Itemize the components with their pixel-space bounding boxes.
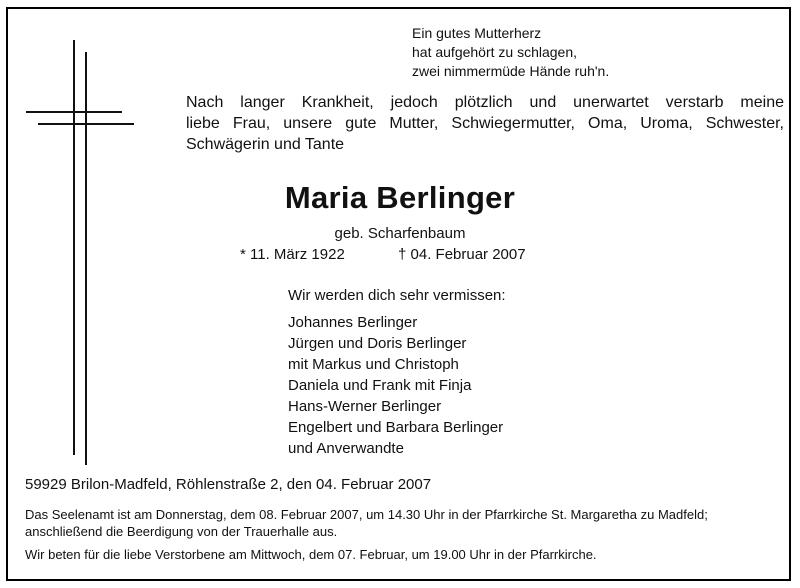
mourner-name: Daniela und Frank mit Finja xyxy=(288,377,472,394)
address-line: 59929 Brilon-Madfeld, Röhlenstraße 2, den 04. Februar 2007 xyxy=(25,476,432,493)
mourner-name: Johannes Berlinger xyxy=(288,314,418,331)
poem-line: Ein gutes Mutterherz xyxy=(412,25,542,41)
deceased-name: Maria Berlinger xyxy=(284,180,516,215)
mourner-name: und Anverwandte xyxy=(288,440,404,457)
mourner-name: mit Markus und Christoph xyxy=(288,356,459,373)
birth-date: * 11. März 1922 xyxy=(240,246,345,263)
poem-line: zwei nimmermüde Hände ruh'n. xyxy=(412,63,610,79)
mourner-name: Engelbert und Barbara Berlinger xyxy=(288,419,504,436)
announcement-line: Nach langer Krankheit, jedoch plötzlich und unerwartet verstarb meine xyxy=(186,94,784,111)
poem-verse xyxy=(412,24,609,81)
announcement-line: liebe Frau, unsere gute Mutter, Schwiegermutter, Oma, Uroma, Schwester, xyxy=(186,115,784,132)
poem-line: hat aufgehört zu schlagen, xyxy=(412,44,578,60)
announcement-line: Schwägerin und Tante xyxy=(186,136,345,153)
mourners-list xyxy=(288,312,503,459)
death-date: † 04. Februar 2007 xyxy=(398,246,526,263)
service-note: Das Seelenamt ist am Donnerstag, dem 08. Februar 2007, um 14.30 Uhr in der Pfarrkirche St. Margaretha zu Madfeld; anschließend die Beerdigung von der Trauerhalle aus. xyxy=(25,507,708,539)
announcement-text xyxy=(186,92,784,155)
service-notes xyxy=(25,506,765,563)
mourner-name: Jürgen und Doris Berlinger xyxy=(288,335,467,352)
service-note: Wir beten für die liebe Verstorbene am Mittwoch, dem 07. Februar, um 19.00 Uhr in der Pfarrkirche. xyxy=(25,547,597,562)
birth-name: geb. Scharfenbaum xyxy=(334,225,466,242)
mourner-name: Hans-Werner Berlinger xyxy=(288,398,442,415)
mourners-heading: Wir werden dich sehr vermissen: xyxy=(288,287,506,304)
